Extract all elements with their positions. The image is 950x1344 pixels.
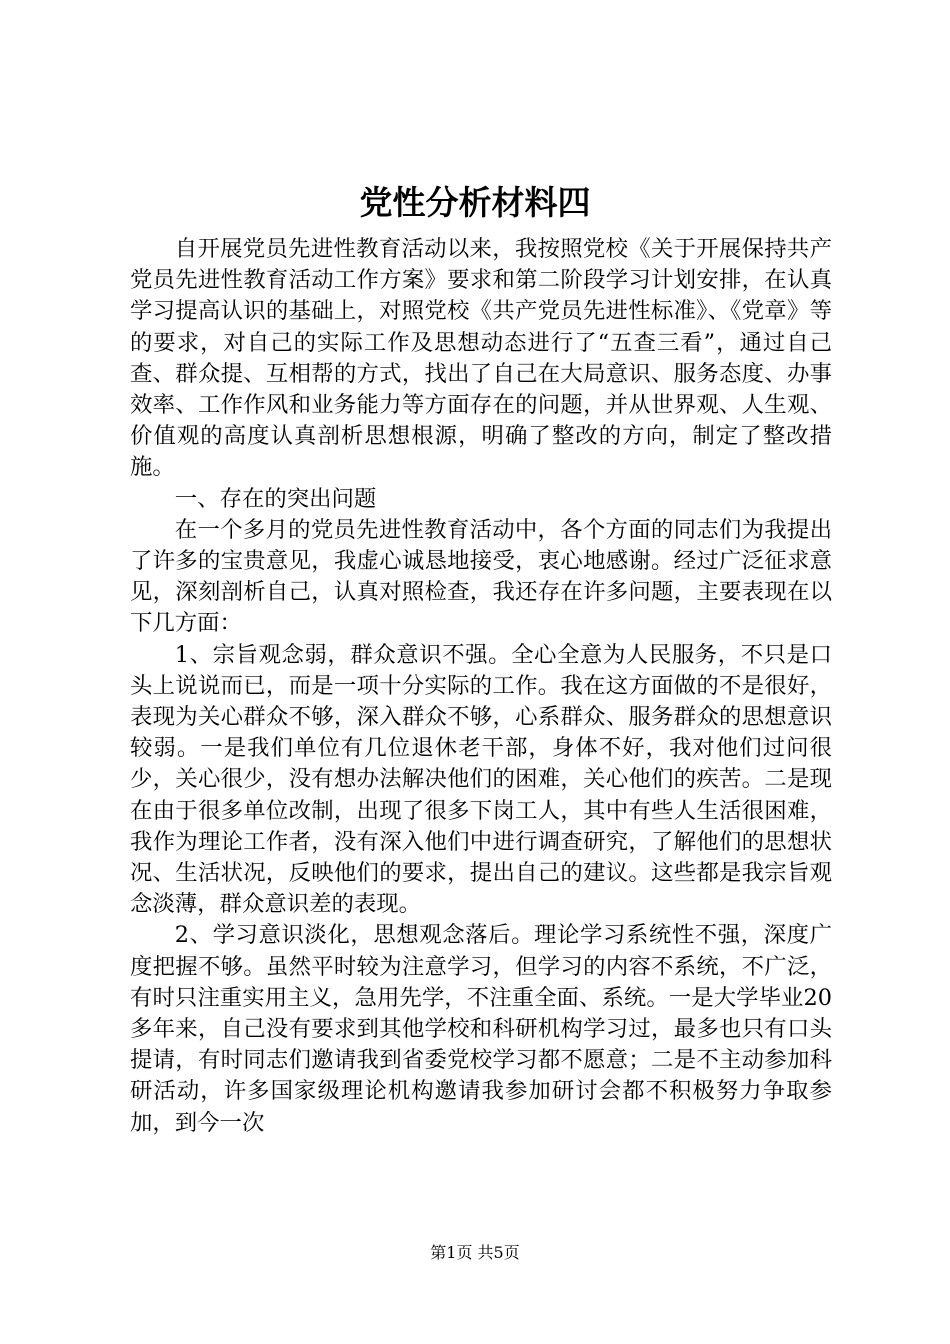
document-body — [130, 234, 832, 1139]
page-number: 第1页 共5页 — [430, 1243, 520, 1262]
paragraph-point-2: 2、学习意识淡化，思想观念落后。理论学习系统性不强，深度广度把握不够。虽然平时较为注意学习，但学习的内容不系统，不广泛，有时只注重实用主义，急用先学，不注重全面、系统。一是大学毕业20多年来，自己没有要求到其他学校和科研机构学习过，最多也只有口头提请，有时同志们邀请我到省委党校学习都不愿意；二是不主动参加科研活动，许多国家级理论机构邀请我参加研讨会都不积极努力争取参加，到今一次 — [130, 922, 832, 1136]
paragraph-point-1: 1、宗旨观念弱，群众意识不强。全心全意为人民服务，不只是口头上说说而已，而是一项十分实际的工作。我在这方面做的不是很好，表现为关心群众不够，深入群众不够，心系群众、服务群众的思想意识较弱。一是我们单位有几位退休老干部，身体不好，我对他们过问很少，关心很少，没有想办法解决他们的困难，关心他们的疾苦。二是现在由于很多单位改制，出现了很多下岗工人，其中有些人生活很困难，我作为理论工作者，没有深入他们中进行调查研究，了解他们的思想状况、生活状况，反映他们的要求，提出自己的建议。这些都是我宗旨观念淡薄，群众意识差的表现。 — [130, 641, 832, 918]
section-heading: 一、存在的突出问题 — [174, 485, 377, 512]
paragraph-overview: 在一个多月的党员先进性教育活动中，各个方面的同志们为我提出了许多的宝贵意见，我虚心诚恳地接受，衷心地感谢。经过广泛征求意见，深刻剖析自己，认真对照检查，我还存在许多问题，主要表现在以下几方面： — [130, 516, 832, 637]
paragraph-intro: 自开展党员先进性教育活动以来，我按照党校《关于开展保持共产党员先进性教育活动工作方案》要求和第二阶段学习计划安排，在认真学习提高认识的基础上，对照党校《共产党员先进性标准》、《党章》等的要求，对自己的实际工作及思想动态进行了“五查三看”，通过自己查、群众提、互相帮的方式，找出了自己在大局意识、服务态度、办事效率、工作作风和业务能力等方面存在的问题，并从世界观、人生观、价值观的高度认真剖析思想根源，明确了整改的方向，制定了整改措施。 — [130, 236, 832, 481]
document-title: 党性分析材料四 — [359, 183, 591, 222]
